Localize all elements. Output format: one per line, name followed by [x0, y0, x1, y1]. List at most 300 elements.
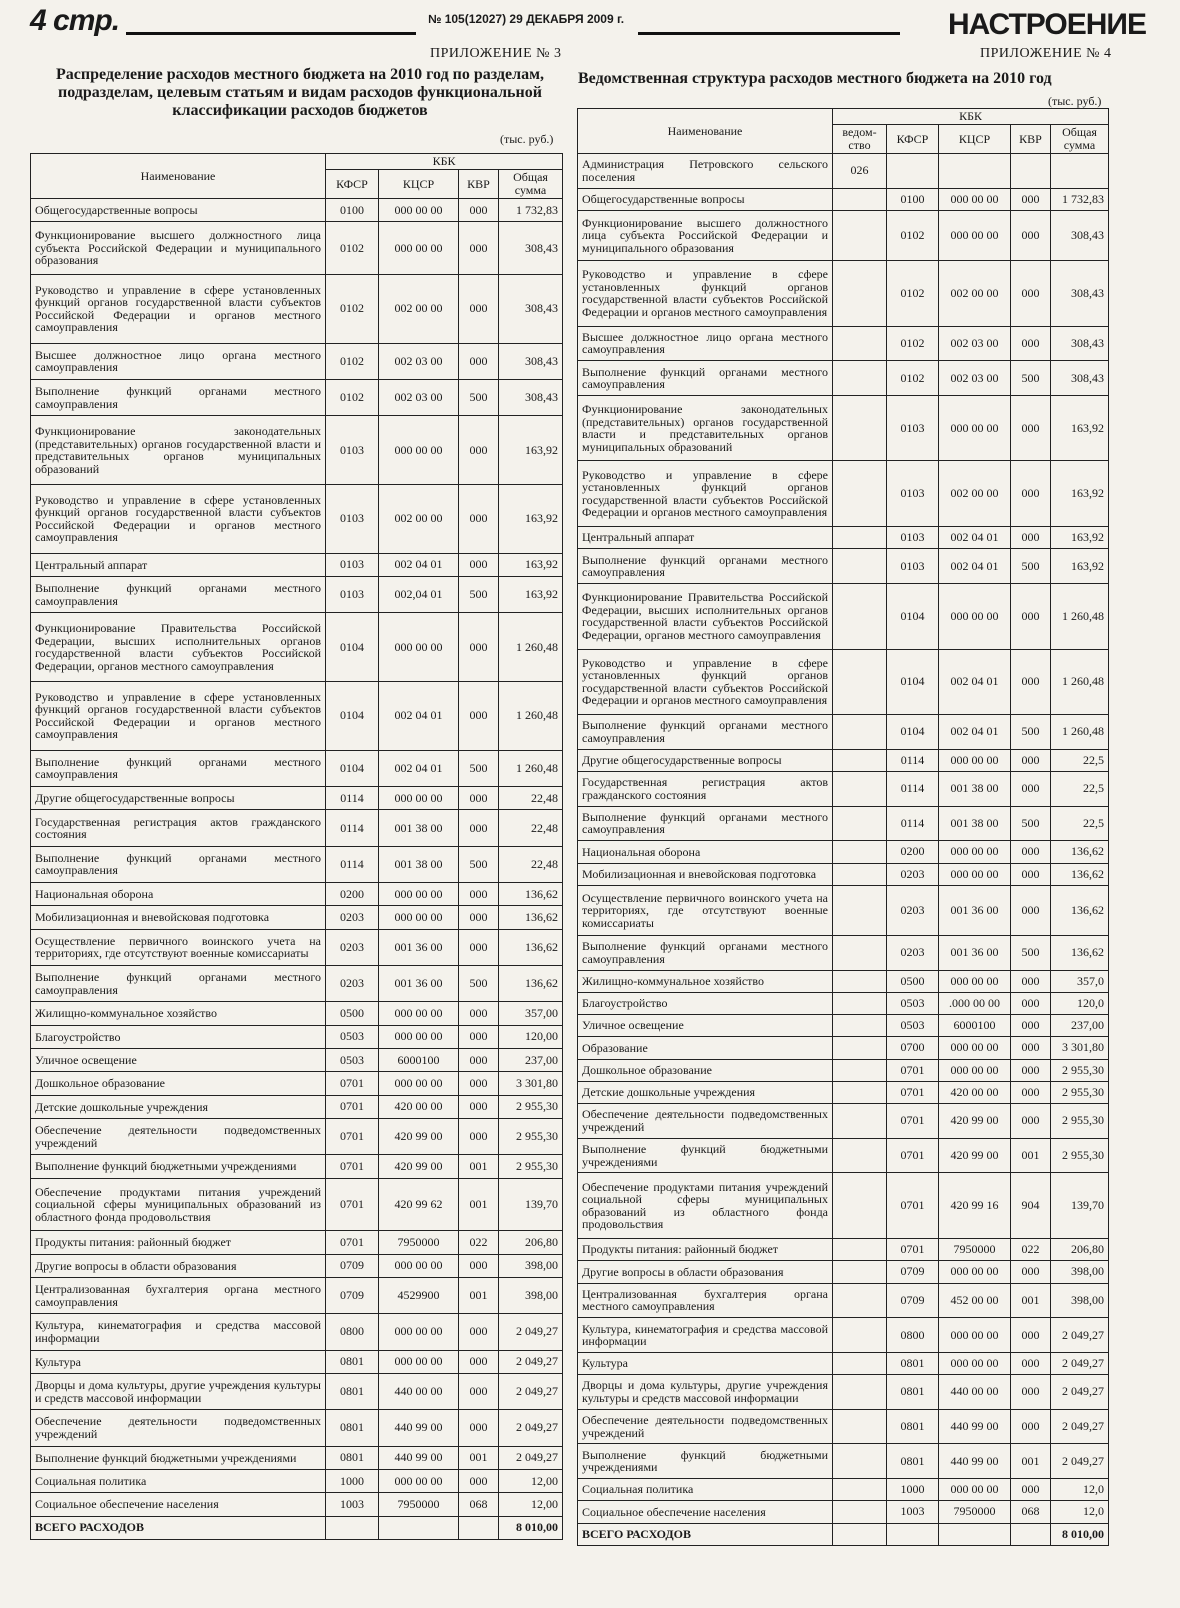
appendix4-table — [577, 108, 1109, 1546]
row-kvr: 001 — [1011, 1444, 1051, 1479]
row-kvr: 000 — [459, 1254, 499, 1277]
row-name: Общегосударственные вопросы — [31, 199, 326, 222]
table-row — [578, 1059, 1109, 1081]
row-kvr: 000 — [459, 1049, 499, 1072]
row-name: Другие вопросы в области образования — [31, 1254, 326, 1277]
row-kfsr: 0103 — [887, 549, 939, 584]
row-kfsr: 0800 — [326, 1314, 379, 1350]
row-kcsr: 002 03 00 — [939, 361, 1011, 396]
row-kfsr: 1000 — [326, 1469, 379, 1492]
row-kvr: 000 — [459, 906, 499, 929]
row-name: Функционирование Правительства Российской Федерации, высших исполнительных органов государственной власти субъектов Российской Федерации, органов местного самоуправления — [31, 613, 326, 682]
row-kvr: 500 — [459, 379, 499, 415]
row-sum: 398,00 — [1051, 1261, 1109, 1283]
row-name: Мобилизационная и вневойсковая подготовка — [31, 906, 326, 929]
row-sum: 308,43 — [1051, 261, 1109, 327]
row-kfsr: 0503 — [887, 1015, 939, 1037]
table-row — [31, 416, 563, 485]
table-row — [31, 810, 563, 846]
row-name: Функционирование Правительства Российской Федерации, высших исполнительных органов государственной власти субъектов Российской Федерации, органов местного самоуправления — [578, 583, 833, 649]
row-sum: 2 955,30 — [1051, 1138, 1109, 1173]
section-title: НАСТРОЕНИЕ — [947, 8, 1146, 41]
row-kfsr: 0100 — [887, 188, 939, 210]
row-sum: 136,62 — [499, 906, 563, 929]
row-sum: 2 049,27 — [1051, 1444, 1109, 1479]
row-sum — [1051, 154, 1109, 189]
row-kcsr: 000 00 00 — [379, 1002, 459, 1025]
row-kcsr: 420 00 00 — [379, 1095, 459, 1118]
row-kvr: 000 — [1011, 461, 1051, 527]
row-kvr: 000 — [1011, 1375, 1051, 1410]
row-kfsr: 0503 — [887, 992, 939, 1014]
row-kvr: 022 — [1011, 1239, 1051, 1261]
row-sum: 1 732,83 — [1051, 188, 1109, 210]
row-kvr: 000 — [459, 1119, 499, 1155]
table-row — [31, 1493, 563, 1516]
row-name: Осуществление первичного воинского учета на территориях, где отсутствуют военные комиссариаты — [31, 929, 326, 965]
row-name: Функционирование законодательных (представительных) органов государственной власти и представительных органов муниципальных образований — [578, 395, 833, 461]
header-rule-right — [638, 32, 900, 35]
row-kvr: 000 — [1011, 1261, 1051, 1283]
row-kcsr: 000 00 00 — [939, 841, 1011, 863]
row-sum: 12,00 — [499, 1469, 563, 1492]
row-kfsr: 0103 — [326, 553, 379, 576]
row-dept — [833, 1015, 887, 1037]
row-sum: 308,43 — [499, 343, 563, 379]
row-kvr: 000 — [1011, 1104, 1051, 1139]
row-name: Национальная оборона — [31, 883, 326, 906]
table-row — [578, 885, 1109, 935]
row-dept — [833, 583, 887, 649]
table-row — [31, 1178, 563, 1231]
row-name: Выполнение функций бюджетными учреждениями — [31, 1155, 326, 1178]
row-kcsr: 000 00 00 — [939, 395, 1011, 461]
row-dept — [833, 970, 887, 992]
table-row — [578, 1409, 1109, 1444]
row-kcsr: 001 36 00 — [379, 929, 459, 965]
row-sum: 2 955,30 — [499, 1119, 563, 1155]
col-name-header: Наименование — [31, 154, 326, 199]
row-kfsr: 0701 — [326, 1072, 379, 1095]
row-sum: 398,00 — [499, 1277, 563, 1313]
row-name: Социальное обеспечение населения — [31, 1493, 326, 1516]
col-kvr-header: КВР — [459, 170, 499, 199]
total-sum: 8 010,00 — [499, 1516, 563, 1539]
row-kcsr: 000 00 00 — [379, 883, 459, 906]
row-kcsr: 000 00 00 — [379, 1254, 459, 1277]
row-sum: 163,92 — [1051, 461, 1109, 527]
row-name: Социальная политика — [578, 1479, 833, 1501]
row-kfsr: 0801 — [887, 1375, 939, 1410]
row-kcsr: 000 00 00 — [939, 970, 1011, 992]
table-row — [578, 188, 1109, 210]
row-kfsr: 0100 — [326, 199, 379, 222]
row-kcsr: 440 99 00 — [379, 1410, 459, 1446]
row-kcsr — [939, 154, 1011, 189]
row-kvr: 000 — [459, 199, 499, 222]
row-sum: 22,5 — [1051, 772, 1109, 807]
table-row — [31, 222, 563, 275]
table-row — [578, 1138, 1109, 1173]
row-kfsr: 0203 — [887, 935, 939, 970]
row-sum: 163,92 — [499, 577, 563, 613]
row-kfsr: 0203 — [887, 885, 939, 935]
row-sum: 22,48 — [499, 846, 563, 882]
table-row — [578, 361, 1109, 396]
table-row — [578, 1239, 1109, 1261]
row-sum: 136,62 — [499, 966, 563, 1002]
row-sum: 163,92 — [1051, 549, 1109, 584]
table-row — [31, 1446, 563, 1469]
row-kfsr: 0104 — [326, 682, 379, 751]
table-row — [31, 1314, 563, 1350]
table-row — [578, 1173, 1109, 1239]
row-kvr: 500 — [459, 966, 499, 1002]
row-dept — [833, 527, 887, 549]
row-kvr: 000 — [1011, 649, 1051, 715]
row-dept — [833, 841, 887, 863]
row-sum: 206,80 — [499, 1231, 563, 1254]
row-sum: 12,0 — [1051, 1501, 1109, 1523]
row-kvr: 500 — [1011, 715, 1051, 750]
row-name: Функционирование высшего должностного лица субъекта Российской Федерации и муниципального образования — [31, 222, 326, 275]
row-name: Выполнение функций бюджетными учреждениями — [31, 1446, 326, 1469]
row-kfsr: 0701 — [887, 1059, 939, 1081]
table-row — [31, 199, 563, 222]
row-sum: 3 301,80 — [1051, 1037, 1109, 1059]
table-row — [31, 1049, 563, 1072]
row-kvr: 000 — [459, 274, 499, 343]
row-kcsr: 002 04 01 — [379, 553, 459, 576]
row-sum: 1 260,48 — [1051, 715, 1109, 750]
row-kvr: 022 — [459, 1231, 499, 1254]
col-sum-header: Общая сумма — [499, 170, 563, 199]
table-row — [31, 1025, 563, 1048]
row-name: Жилищно-коммунальное хозяйство — [31, 1002, 326, 1025]
col-kfsr-header: КФСР — [326, 170, 379, 199]
total-empty-cell — [459, 1516, 499, 1539]
table-row — [31, 274, 563, 343]
table-row — [578, 1104, 1109, 1139]
row-kcsr: 000 00 00 — [939, 1059, 1011, 1081]
row-sum: 163,92 — [1051, 395, 1109, 461]
issue-info: № 105(12027) 29 ДЕКАБРЯ 2009 г. — [428, 12, 625, 26]
row-kvr: 000 — [1011, 326, 1051, 361]
row-name: Государственная регистрация актов гражданского состояния — [578, 772, 833, 807]
row-name: Осуществление первичного воинского учета на территориях, где отсутствуют военные комиссариаты — [578, 885, 833, 935]
header-rule-left — [126, 32, 416, 35]
row-dept — [833, 885, 887, 935]
table-row — [31, 379, 563, 415]
row-sum: 3 301,80 — [499, 1072, 563, 1095]
row-dept — [833, 1501, 887, 1523]
total-row — [31, 1516, 563, 1539]
col-kcsr-header: КЦСР — [379, 170, 459, 199]
table-row — [578, 935, 1109, 970]
row-dept — [833, 863, 887, 885]
col-name-header: Наименование — [578, 109, 833, 154]
row-kfsr: 1003 — [887, 1501, 939, 1523]
row-kfsr: 0103 — [887, 527, 939, 549]
row-sum: 357,0 — [1051, 970, 1109, 992]
total-empty-cell — [326, 1516, 379, 1539]
row-kfsr: 1003 — [326, 1493, 379, 1516]
row-kvr: 000 — [459, 343, 499, 379]
row-dept — [833, 461, 887, 527]
row-name: Руководство и управление в сфере установленных функций органов государственной власти субъектов Российской Федерации и органов местного самоуправления — [578, 261, 833, 327]
row-kvr: 000 — [459, 1410, 499, 1446]
row-dept — [833, 261, 887, 327]
row-kcsr: .000 00 00 — [939, 992, 1011, 1014]
row-name: Руководство и управление в сфере установленных функций органов государственной власти субъектов Российской Федерации и органов местного самоуправления — [578, 649, 833, 715]
row-kcsr: 440 00 00 — [379, 1373, 459, 1409]
table-row — [578, 154, 1109, 189]
row-kcsr: 000 00 00 — [939, 1479, 1011, 1501]
row-kfsr: 0102 — [887, 361, 939, 396]
row-kfsr: 0200 — [887, 841, 939, 863]
row-kvr: 000 — [459, 1314, 499, 1350]
row-name: Дошкольное образование — [31, 1072, 326, 1095]
row-kfsr: 0102 — [887, 326, 939, 361]
table-row — [578, 1501, 1109, 1523]
table-row — [31, 846, 563, 882]
row-kcsr: 7950000 — [939, 1501, 1011, 1523]
appendix4-title: Ведомственная структура расходов местного бюджета на 2010 год — [578, 70, 1052, 87]
row-kvr: 000 — [459, 613, 499, 682]
table-row — [578, 326, 1109, 361]
row-name: Мобилизационная и вневойсковая подготовка — [578, 863, 833, 885]
table-row — [31, 1350, 563, 1373]
row-kfsr: 0102 — [326, 343, 379, 379]
row-name: Обеспечение продуктами питания учреждений социальной сферы муниципальных образований из областного фонда продовольствия — [578, 1173, 833, 1239]
row-dept: 026 — [833, 154, 887, 189]
table-row — [31, 553, 563, 576]
row-kfsr: 0701 — [887, 1173, 939, 1239]
row-kvr: 000 — [1011, 749, 1051, 771]
row-kcsr: 002 04 01 — [379, 750, 459, 786]
row-name: Культура, кинематография и средства массовой информации — [578, 1318, 833, 1353]
row-sum: 22,48 — [499, 787, 563, 810]
row-name: Социальное обеспечение населения — [578, 1501, 833, 1523]
row-kvr: 000 — [1011, 841, 1051, 863]
row-kvr: 001 — [1011, 1283, 1051, 1318]
table-row — [578, 549, 1109, 584]
row-kcsr: 002 04 01 — [939, 527, 1011, 549]
table-row — [578, 1444, 1109, 1479]
row-name: Благоустройство — [578, 992, 833, 1014]
row-kvr: 000 — [1011, 1081, 1051, 1103]
row-sum: 2 049,27 — [499, 1410, 563, 1446]
row-kvr: 000 — [1011, 992, 1051, 1014]
row-kvr: 500 — [1011, 806, 1051, 841]
row-sum: 398,00 — [1051, 1283, 1109, 1318]
row-kcsr: 000 00 00 — [939, 1037, 1011, 1059]
row-sum: 120,0 — [1051, 992, 1109, 1014]
row-kfsr: 0104 — [887, 715, 939, 750]
row-kfsr — [887, 154, 939, 189]
row-kvr: 000 — [459, 1469, 499, 1492]
row-sum: 1 260,48 — [1051, 649, 1109, 715]
total-row — [578, 1523, 1109, 1545]
row-sum: 136,62 — [1051, 863, 1109, 885]
row-kvr: 068 — [1011, 1501, 1051, 1523]
row-kvr: 000 — [459, 484, 499, 553]
row-kcsr: 001 36 00 — [939, 935, 1011, 970]
row-kfsr: 0104 — [326, 613, 379, 682]
row-sum: 163,92 — [499, 484, 563, 553]
table-row — [578, 1352, 1109, 1374]
table-row — [578, 461, 1109, 527]
row-kfsr: 0801 — [887, 1409, 939, 1444]
table-row — [31, 343, 563, 379]
row-name: Другие общегосударственные вопросы — [31, 787, 326, 810]
row-dept — [833, 1318, 887, 1353]
row-kvr: 001 — [459, 1155, 499, 1178]
row-kvr: 000 — [459, 787, 499, 810]
row-sum: 1 260,48 — [499, 682, 563, 751]
row-kcsr: 440 99 00 — [939, 1409, 1011, 1444]
row-sum: 308,43 — [1051, 326, 1109, 361]
row-kfsr: 0709 — [326, 1254, 379, 1277]
row-sum: 2 049,27 — [499, 1446, 563, 1469]
row-kcsr: 6000100 — [939, 1015, 1011, 1037]
row-dept — [833, 1283, 887, 1318]
row-kfsr: 0114 — [326, 846, 379, 882]
row-kvr: 000 — [1011, 1318, 1051, 1353]
row-kvr: 000 — [1011, 970, 1051, 992]
row-kfsr: 0801 — [326, 1410, 379, 1446]
row-sum: 12,00 — [499, 1493, 563, 1516]
row-dept — [833, 188, 887, 210]
total-label: ВСЕГО РАСХОДОВ — [578, 1523, 833, 1545]
row-sum: 206,80 — [1051, 1239, 1109, 1261]
col-kcsr-header: КЦСР — [939, 125, 1011, 154]
row-name: Выполнение функций органами местного самоуправления — [31, 750, 326, 786]
row-name: Выполнение функций органами местного самоуправления — [31, 966, 326, 1002]
table-row — [31, 1002, 563, 1025]
total-empty-cell — [939, 1523, 1011, 1545]
row-sum: 1 260,48 — [499, 613, 563, 682]
row-dept — [833, 1479, 887, 1501]
row-kvr: 000 — [1011, 1479, 1051, 1501]
table-row — [578, 772, 1109, 807]
row-kfsr: 0800 — [887, 1318, 939, 1353]
row-kfsr: 0709 — [887, 1261, 939, 1283]
row-kvr: 500 — [459, 750, 499, 786]
table-row — [578, 1081, 1109, 1103]
row-sum: 357,00 — [499, 1002, 563, 1025]
row-name: Общегосударственные вопросы — [578, 188, 833, 210]
row-sum: 2 049,27 — [499, 1373, 563, 1409]
row-kcsr: 420 99 00 — [379, 1155, 459, 1178]
row-sum: 308,43 — [1051, 210, 1109, 260]
table-row — [578, 1375, 1109, 1410]
row-dept — [833, 935, 887, 970]
row-kcsr: 000 00 00 — [939, 1352, 1011, 1374]
table-row — [578, 715, 1109, 750]
row-sum: 22,48 — [499, 810, 563, 846]
row-kcsr: 440 99 00 — [379, 1446, 459, 1469]
row-name: Центральный аппарат — [578, 527, 833, 549]
row-kfsr: 0102 — [326, 222, 379, 275]
table-row — [31, 1072, 563, 1095]
col-kfsr-header: КФСР — [887, 125, 939, 154]
row-kcsr: 001 36 00 — [939, 885, 1011, 935]
table-row — [578, 1318, 1109, 1353]
row-kfsr: 0500 — [326, 1002, 379, 1025]
row-dept — [833, 1444, 887, 1479]
appendix4-label: ПРИЛОЖЕНИЕ № 4 — [980, 46, 1112, 61]
row-kcsr: 002 00 00 — [379, 484, 459, 553]
row-kcsr: 000 00 00 — [939, 1261, 1011, 1283]
row-kvr: 000 — [459, 553, 499, 576]
row-kfsr: 0701 — [326, 1231, 379, 1254]
row-name: Выполнение функций органами местного самоуправления — [578, 806, 833, 841]
table-row — [578, 992, 1109, 1014]
row-name: Обеспечение деятельности подведомственных учреждений — [578, 1409, 833, 1444]
row-name: Социальная политика — [31, 1469, 326, 1492]
row-kfsr: 0114 — [326, 810, 379, 846]
row-sum: 308,43 — [499, 222, 563, 275]
row-kcsr: 001 38 00 — [939, 772, 1011, 807]
col-kbk-header: КБК — [326, 154, 563, 170]
row-name: Другие общегосударственные вопросы — [578, 749, 833, 771]
table-row — [578, 1479, 1109, 1501]
row-kcsr: 420 99 00 — [939, 1138, 1011, 1173]
row-sum: 1 260,48 — [499, 750, 563, 786]
row-dept — [833, 549, 887, 584]
row-kvr: 000 — [459, 1373, 499, 1409]
row-name: Культура — [31, 1350, 326, 1373]
row-kvr: 000 — [459, 416, 499, 485]
row-dept — [833, 1037, 887, 1059]
row-sum: 2 049,27 — [499, 1314, 563, 1350]
row-kcsr: 001 38 00 — [379, 846, 459, 882]
row-dept — [833, 1239, 887, 1261]
row-sum: 136,62 — [499, 883, 563, 906]
row-name: Центральный аппарат — [31, 553, 326, 576]
row-name: Обеспечение деятельности подведомственных учреждений — [31, 1119, 326, 1155]
row-kcsr: 002 04 01 — [939, 649, 1011, 715]
row-kcsr: 000 00 00 — [379, 1072, 459, 1095]
row-dept — [833, 326, 887, 361]
row-name: Дворцы и дома культуры, другие учреждения культуры и средств массовой информации — [578, 1375, 833, 1410]
row-dept — [833, 1409, 887, 1444]
row-kfsr: 0801 — [326, 1373, 379, 1409]
table-row — [578, 749, 1109, 771]
row-kfsr: 0701 — [887, 1138, 939, 1173]
row-kcsr: 000 00 00 — [939, 583, 1011, 649]
table-row — [31, 1277, 563, 1313]
row-kvr: 500 — [1011, 361, 1051, 396]
table-row — [578, 1015, 1109, 1037]
row-sum: 237,00 — [499, 1049, 563, 1072]
row-kcsr: 000 00 00 — [379, 1469, 459, 1492]
table-row — [31, 966, 563, 1002]
table-row — [578, 1261, 1109, 1283]
row-kfsr: 0102 — [326, 379, 379, 415]
row-kvr: 000 — [1011, 1037, 1051, 1059]
row-kfsr: 0701 — [887, 1104, 939, 1139]
row-kcsr: 000 00 00 — [379, 222, 459, 275]
row-kfsr: 0701 — [326, 1119, 379, 1155]
row-name: Дворцы и дома культуры, другие учреждения культуры и средств массовой информации — [31, 1373, 326, 1409]
row-kvr: 000 — [459, 929, 499, 965]
row-sum: 22,5 — [1051, 749, 1109, 771]
table-row — [31, 750, 563, 786]
row-kvr: 000 — [1011, 863, 1051, 885]
row-kcsr: 002 00 00 — [379, 274, 459, 343]
